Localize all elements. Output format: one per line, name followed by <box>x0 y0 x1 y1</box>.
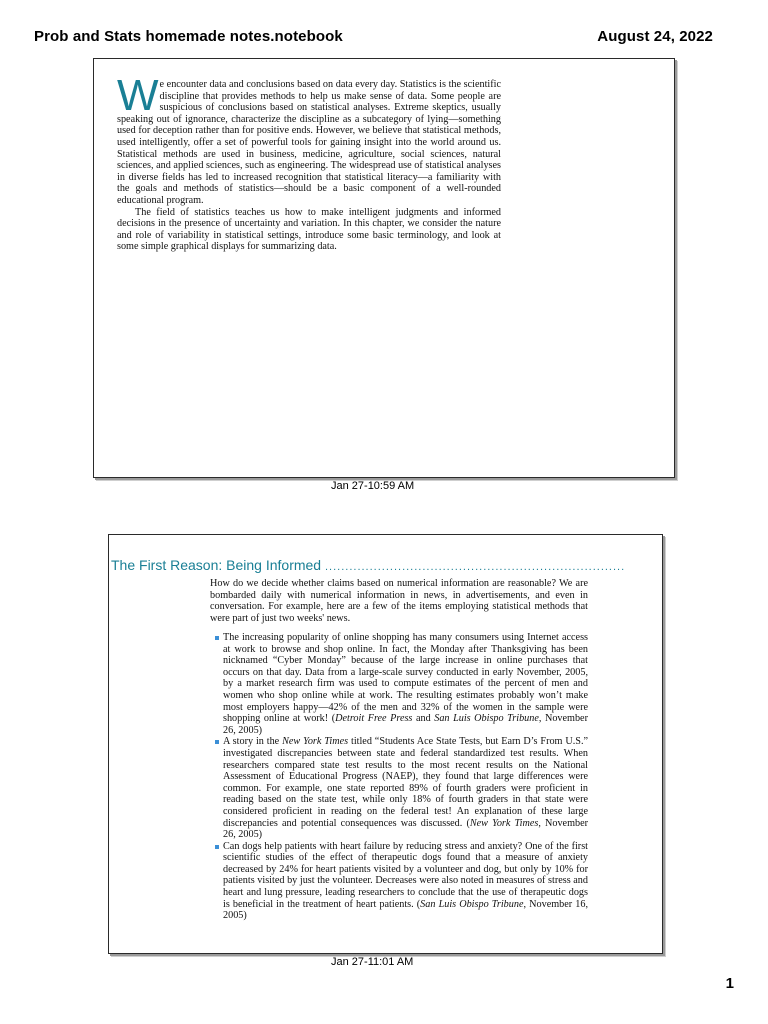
intro-paragraph-1 <box>117 71 501 207</box>
bullet-square-icon <box>215 636 219 640</box>
intro-text-block <box>117 71 501 253</box>
page-number: 1 <box>725 975 734 992</box>
bullet-1-end: , November 26, 2005) <box>223 713 588 736</box>
bullet-1-text: The increasing popularity of online shopping has many consumers using Internet access at work to browse and shop online. In fact, the Monday after Thanksgiving has been nicknamed “Cyber Monday” because of the large increase in online purchases that occurs on that day. Data from a large-scale survey conducted in early November, 2005, by a market research firm was used to compute estimates of the percent of men and women who shop online while at work. The resulting estimates probably won’t make most employers happy—42% of the men and 32% of the women in the sample were shopping online at work! ( <box>223 632 588 725</box>
bullet-2-source: New York Times <box>282 736 349 748</box>
notebook-title: Prob and Stats homemade notes.notebook <box>34 28 343 45</box>
news-item-list <box>215 632 588 922</box>
lead-paragraph: How do we decide whether claims based on numerical information are reasonable? We are bombarded daily with numerical information in news, in advertisements, and even in conversation. For example, here are a few of the items employing statistical methods that were part of just two weeks' news. <box>210 578 588 624</box>
bullet-square-icon <box>215 740 219 744</box>
bullet-2-source-2: New York Times <box>469 817 539 829</box>
bullet-1-source-1: Detroit Free Press <box>335 713 413 725</box>
list-item <box>215 736 588 840</box>
bullet-square-icon <box>215 845 219 849</box>
slide-page-1[interactable] <box>93 58 675 478</box>
bullet-2-end: , November 26, 2005) <box>223 817 589 841</box>
bullet-1-and: and <box>412 713 435 725</box>
bullet-3-end: , November 16, 2005) <box>223 898 588 922</box>
slide-page-2[interactable] <box>108 534 663 954</box>
heading-leader-dots: .......................................................................... <box>325 561 626 573</box>
bullet-3-source: San Luis Obispo Tribune <box>420 898 524 910</box>
intro-paragraph-1-text: e encounter data and conclusions based on data every day. Statistics is the scientific discipline that provides methods to help us make sense of data. Some people are suspicious of conclusions based on statistical analyses. Extreme skeptics, usually speaking out of ignorance, characterize the discipline as a subcategory of lying—something used for deception rather than for positive ends. However, we believe that statistical methods, used intelligently, offer a set of powerful tools for gaining insight into the world around us. Statistical methods are used in business, medicine, agriculture, social sciences, natural sciences, and applied sciences, such as engineering. The widespread use of statistical analyses in diverse fields has led to increased recognition that statistical literacy—a familiarity with the goals and methods of statistics—should be a basic component of a well-rounded educational program. <box>117 79 501 206</box>
list-item <box>215 841 588 922</box>
intro-paragraph-2: The field of statistics teaches us how to make intelligent judgments and informed decisions in the presence of uncertainty and variation. In this chapter, we consider the nature and role of variability in statistical settings, introduce some basic terminology, and look at some simple graphical displays for summarizing data. <box>117 206 501 253</box>
list-item <box>215 632 588 736</box>
slide-timestamp-2: Jan 27-11:01 AM <box>331 956 414 968</box>
slide-timestamp-1: Jan 27-10:59 AM <box>331 480 415 492</box>
drop-cap: W <box>117 71 159 120</box>
bullet-2-text-b: titled “Students Ace State Tests, but Earn D’s From U.S.” investigated discrepancies between state and federal standardized test results. When researchers compared state test results to the most recent results on the National Assessment of Educational Progress (NAEP), they found that large differences were common. For example, one state reported 89% of fourth graders were proficient in reading based on the state test, while only 18% of fourth graders in that state were considered proficient in reading on the federal test! An explanation of these large discrepancies and potential consequences was discussed. ( <box>223 736 589 829</box>
bullet-2-text-a: A story in the <box>223 736 283 748</box>
notebook-date: August 24, 2022 <box>597 28 713 45</box>
bullet-3-text: Can dogs help patients with heart failure by reducing stress and anxiety? One of the first scientific studies of the effect of therapeutic dogs found that a measure of anxiety decreased by 24% for heart patients visited by a volunteer and dog, but only by 10% for patients visited by just the volunteer. Decreases were also noted in measures of stress and heart and lung pressure, leading researchers to conclude that the use of therapeutic dogs is beneficial in the treatment of heart patients. ( <box>223 840 588 910</box>
section-heading <box>111 557 625 573</box>
bullet-1-source-2: San Luis Obispo Tribune <box>434 713 539 725</box>
section-heading-text: The First Reason: Being Informed <box>111 557 322 573</box>
